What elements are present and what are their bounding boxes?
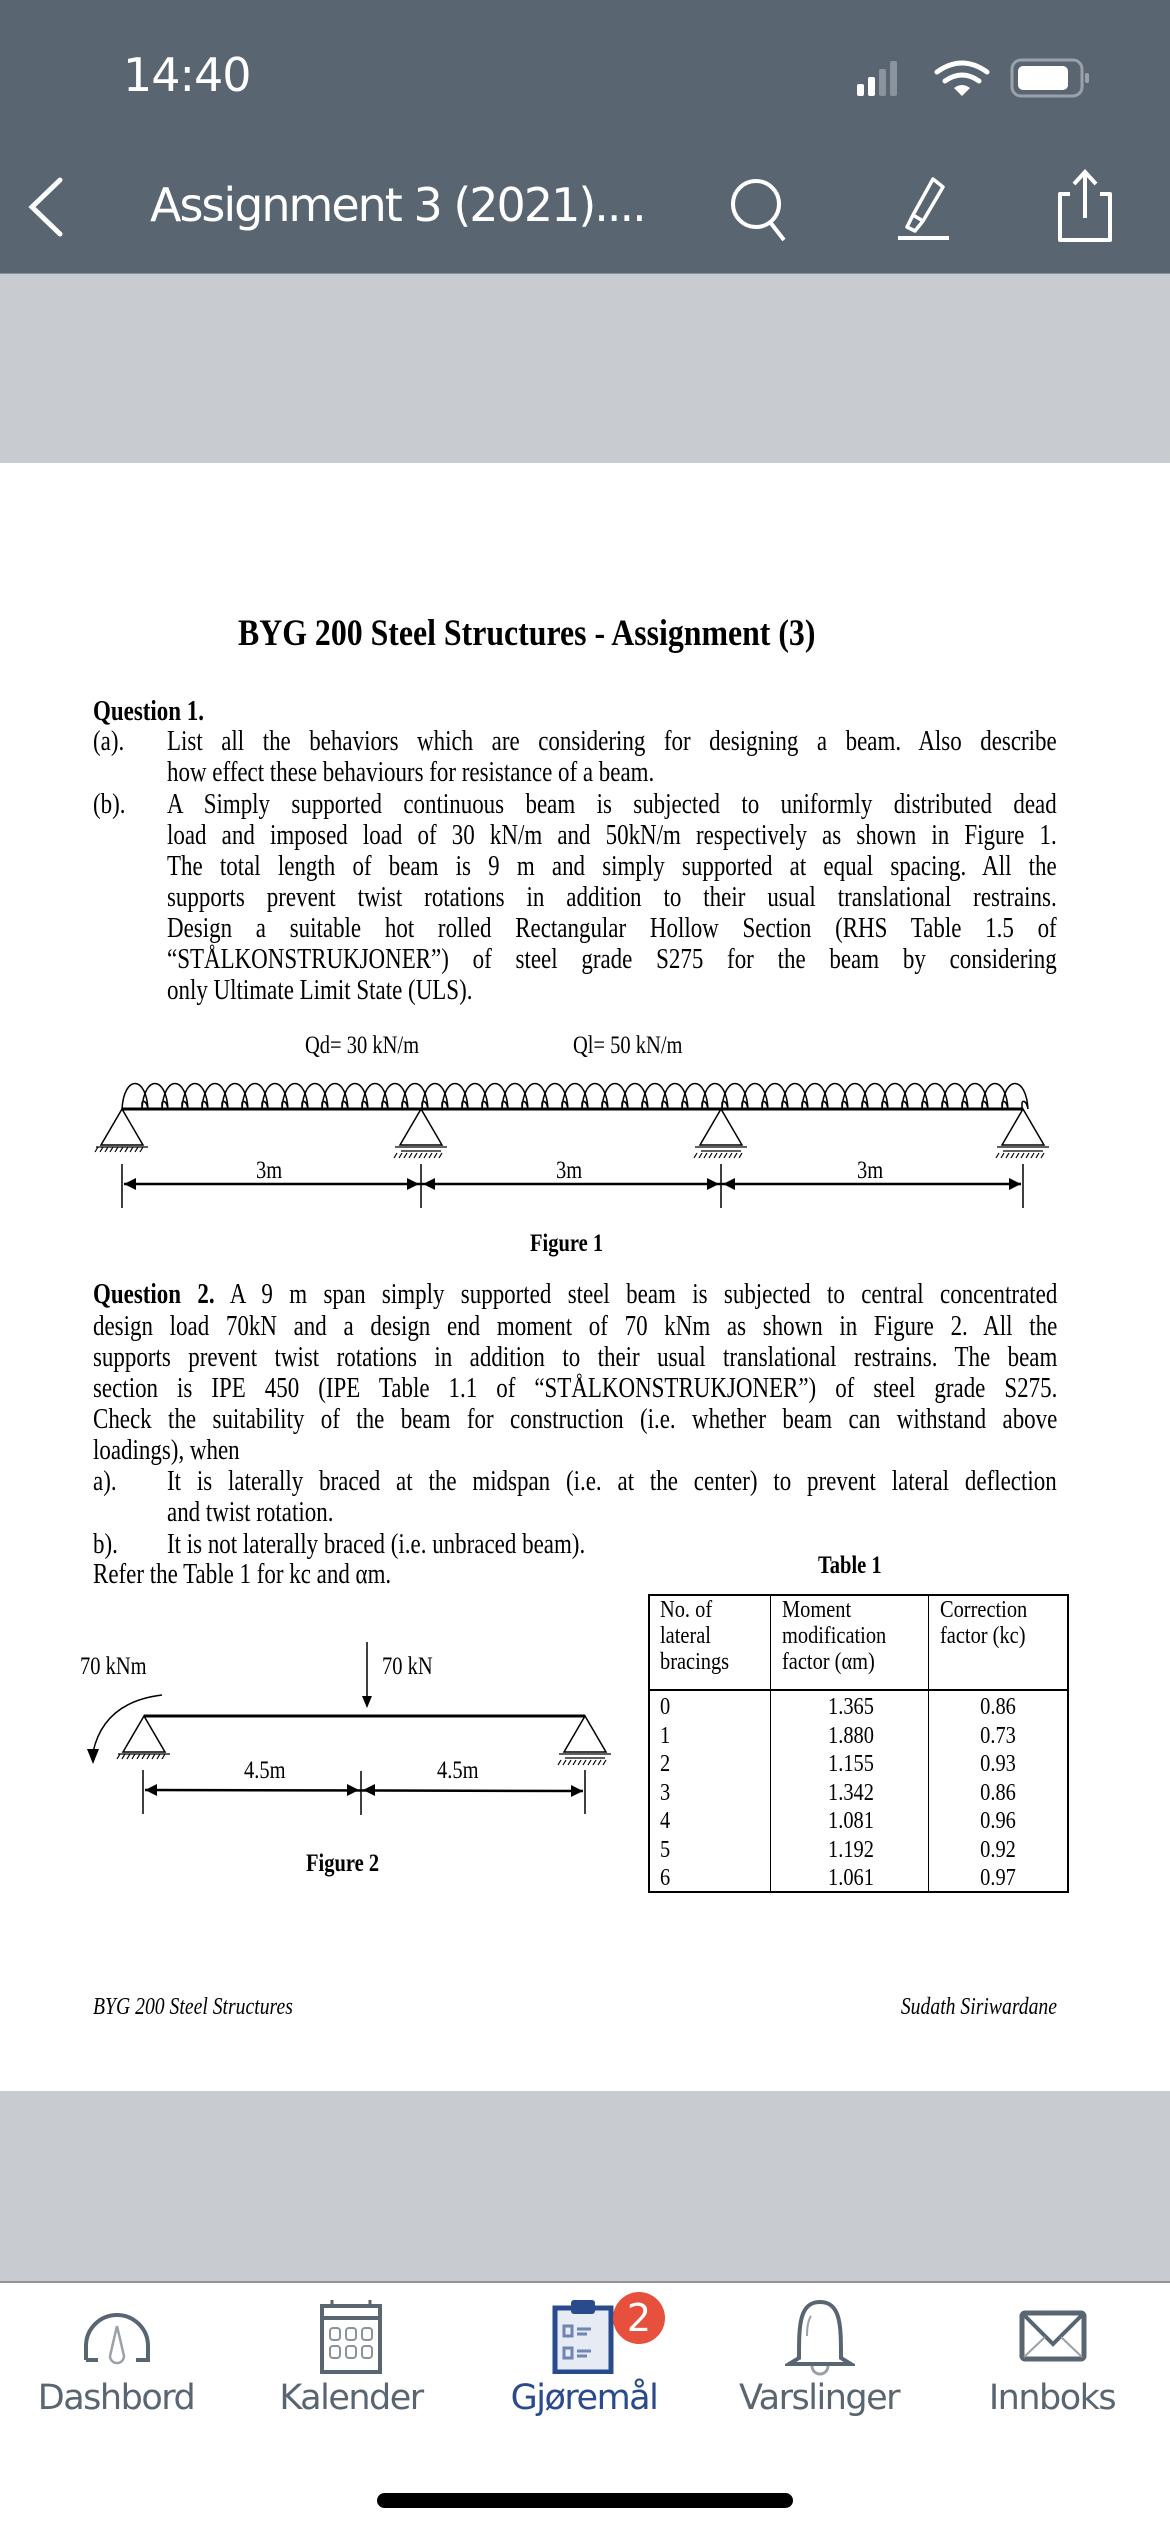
support-triangle xyxy=(400,1109,442,1145)
figure2-diagram xyxy=(0,1630,640,1830)
q1-b-label: (b). xyxy=(93,789,126,820)
figure1-diagram xyxy=(0,1060,1170,1220)
table-cell: 3 xyxy=(660,1779,671,1806)
fig1-span-label: 3m xyxy=(256,1157,283,1184)
point-load-arrow xyxy=(362,1642,372,1708)
table-header-cell: No. of xyxy=(660,1597,713,1623)
q2-b-line: It is not laterally braced (i.e. unbraced beam). xyxy=(167,1529,586,1560)
dimension-line xyxy=(143,1770,585,1815)
q2-a-line: It is laterally braced at the midspan (i.e. at the center) to prevent lateral deflection xyxy=(167,1466,1057,1497)
footer-left: BYG 200 Steel Structures xyxy=(93,1994,293,2020)
back-icon[interactable] xyxy=(26,176,66,238)
table-header-cell: lateral xyxy=(660,1623,711,1649)
calendar-icon xyxy=(318,2298,384,2374)
footer-right: Sudath Siriwardane xyxy=(900,1994,1057,2020)
table-column-divider xyxy=(770,1596,771,1891)
tab-varslinger[interactable]: Varslinger xyxy=(738,2378,900,2418)
wifi-icon xyxy=(937,63,987,96)
q1-b-line: The total length of beam is 9 m and simply supported at equal spacing. All the xyxy=(167,851,1057,882)
fig1-span-label: 3m xyxy=(857,1157,884,1184)
fig1-dead-load-label: Qd= 30 kN/m xyxy=(305,1032,420,1059)
table-header-cell: Correction xyxy=(940,1597,1028,1623)
signal-icon xyxy=(857,61,897,96)
figure2-caption: Figure 2 xyxy=(306,1850,380,1877)
figure1-caption: Figure 1 xyxy=(530,1230,604,1257)
supports xyxy=(117,1716,611,1765)
support-triangle xyxy=(700,1109,742,1145)
q1-b-line: only Ultimate Limit State (ULS). xyxy=(167,975,473,1006)
support-triangle xyxy=(564,1716,606,1752)
q2-refer: Refer the Table 1 for kc and αm. xyxy=(93,1559,392,1590)
q1-heading: Question 1. xyxy=(93,696,204,727)
table-cell: 5 xyxy=(660,1836,671,1863)
highlighter-icon[interactable] xyxy=(893,175,955,241)
q2-line: section is IPE 450 (IPE Table 1.1 of “STÅLKONSTRUKJONER”) of steel grade S275. xyxy=(93,1373,1058,1404)
battery-icon xyxy=(1012,60,1089,96)
q2-line-1 xyxy=(93,1280,1057,1310)
q2-a-label: a). xyxy=(93,1466,117,1497)
table-cell: 0.93 xyxy=(980,1751,1016,1777)
table-cell: 1.342 xyxy=(828,1779,874,1806)
support-triangle xyxy=(123,1716,165,1752)
table-header-divider xyxy=(650,1689,1067,1691)
support-ground xyxy=(95,1147,148,1152)
status-time: 14:40 xyxy=(123,48,251,102)
table-cell: 1.880 xyxy=(828,1722,874,1749)
search-icon[interactable] xyxy=(728,174,792,242)
table-cell: 0.73 xyxy=(980,1722,1016,1749)
q1-b-line: Design a suitable hot rolled Rectangular Hollow Section (RHS Table 1.5 of xyxy=(167,913,1057,944)
document-title: BYG 200 Steel Structures - Assignment (3) xyxy=(238,613,816,654)
table-cell: 0.96 xyxy=(980,1808,1016,1834)
table-cell: 6 xyxy=(660,1865,671,1891)
table-cell: 0.92 xyxy=(980,1836,1016,1863)
todo-badge: 2 xyxy=(613,2292,665,2344)
tab-innboks[interactable]: Innboks xyxy=(988,2378,1116,2418)
table-header-cell: factor (kc) xyxy=(940,1623,1026,1649)
q2-heading: Question 2. xyxy=(93,1279,215,1310)
q2-b-label: b). xyxy=(93,1529,118,1560)
support-ground xyxy=(394,1147,447,1158)
tab-gjoremal[interactable]: Gjøremål xyxy=(510,2378,658,2418)
table-cell: 2 xyxy=(660,1751,671,1777)
support-triangle xyxy=(101,1109,143,1145)
q2-line: Check the suitability of the beam for construction (i.e. whether beam can withstand above xyxy=(93,1404,1058,1435)
todo-icon xyxy=(551,2298,617,2374)
table-cell: 1.061 xyxy=(828,1865,874,1891)
tab-dashbord[interactable]: Dashbord xyxy=(37,2378,195,2418)
q1-a-line: List all the behaviors which are considering for designing a beam. Also describe xyxy=(167,726,1057,757)
table-cell: 1.081 xyxy=(828,1808,874,1834)
home-indicator xyxy=(377,2493,793,2508)
support-triangle xyxy=(1002,1109,1044,1145)
fig2-span-label: 4.5m xyxy=(437,1757,479,1784)
viewer-backdrop-top xyxy=(0,273,1170,464)
q2-a-line: and twist rotation. xyxy=(167,1497,334,1528)
table-header-cell: modification xyxy=(782,1623,887,1649)
fig2-span-label: 4.5m xyxy=(244,1757,286,1784)
support-ground xyxy=(694,1147,747,1158)
fig2-point-load-label: 70 kN xyxy=(382,1653,433,1680)
q1-a-line: how effect these behaviours for resistance of a beam. xyxy=(167,757,655,788)
inbox-icon xyxy=(1019,2310,1087,2362)
supports xyxy=(95,1109,1049,1158)
q2-line: loadings), when xyxy=(93,1435,240,1466)
table-header-cell: bracings xyxy=(660,1649,730,1675)
fig2-moment-label: 70 kNm xyxy=(80,1653,147,1680)
support-ground xyxy=(558,1754,611,1765)
q2-line: supports prevent twist rotations in addition to their usual translational restrains. The beam xyxy=(93,1342,1058,1373)
table-header-cell: factor (αm) xyxy=(782,1649,875,1675)
q1-b-line: supports prevent twist rotations in addition to their usual translational restrains. xyxy=(167,882,1057,913)
tab-kalender[interactable]: Kalender xyxy=(279,2378,423,2418)
q1-a-label: (a). xyxy=(93,726,125,757)
q1-b-line: load and imposed load of 30 kN/m and 50kN/m respectively as shown in Figure 1. xyxy=(167,820,1057,851)
table-cell: 1.365 xyxy=(828,1694,874,1720)
table-cell: 0.86 xyxy=(980,1779,1016,1806)
q1-b-line: A Simply supported continuous beam is subjected to uniformly distributed dead xyxy=(167,789,1057,820)
fig1-imposed-load-label: Ql= 50 kN/m xyxy=(573,1032,683,1059)
support-ground xyxy=(117,1754,170,1759)
table-cell: 0.97 xyxy=(980,1865,1016,1891)
bell-icon xyxy=(785,2296,855,2378)
dashboard-icon xyxy=(80,2296,154,2376)
share-icon[interactable] xyxy=(1054,168,1116,244)
q2-line: design load 70kN and a design end moment of 70 kNm as shown in Figure 2. All the xyxy=(93,1311,1058,1342)
table-cell: 0.86 xyxy=(980,1694,1016,1720)
status-icons xyxy=(850,58,1100,100)
table-header-cell: Moment xyxy=(782,1597,852,1623)
table-cell: 0 xyxy=(660,1694,671,1720)
table-cell: 1.192 xyxy=(828,1836,874,1863)
app-header xyxy=(0,0,1170,273)
fig1-span-label: 3m xyxy=(556,1157,583,1184)
support-ground xyxy=(996,1147,1049,1158)
nav-title: Assignment 3 (2021).... xyxy=(150,178,645,232)
table1-caption: Table 1 xyxy=(818,1552,882,1579)
viewer-backdrop-bottom xyxy=(0,2091,1170,2283)
table-cell: 1.155 xyxy=(828,1751,874,1777)
table-column-divider xyxy=(928,1596,929,1891)
table-cell: 1 xyxy=(660,1722,671,1749)
q2-text: A 9 m span simply supported steel beam is subjected to central concentrated xyxy=(229,1279,1058,1310)
distributed-load xyxy=(122,1084,1028,1110)
table-cell: 4 xyxy=(660,1808,671,1834)
q1-b-line: “STÅLKONSTRUKJONER”) of steel grade S275 for the beam by considering xyxy=(167,944,1057,975)
